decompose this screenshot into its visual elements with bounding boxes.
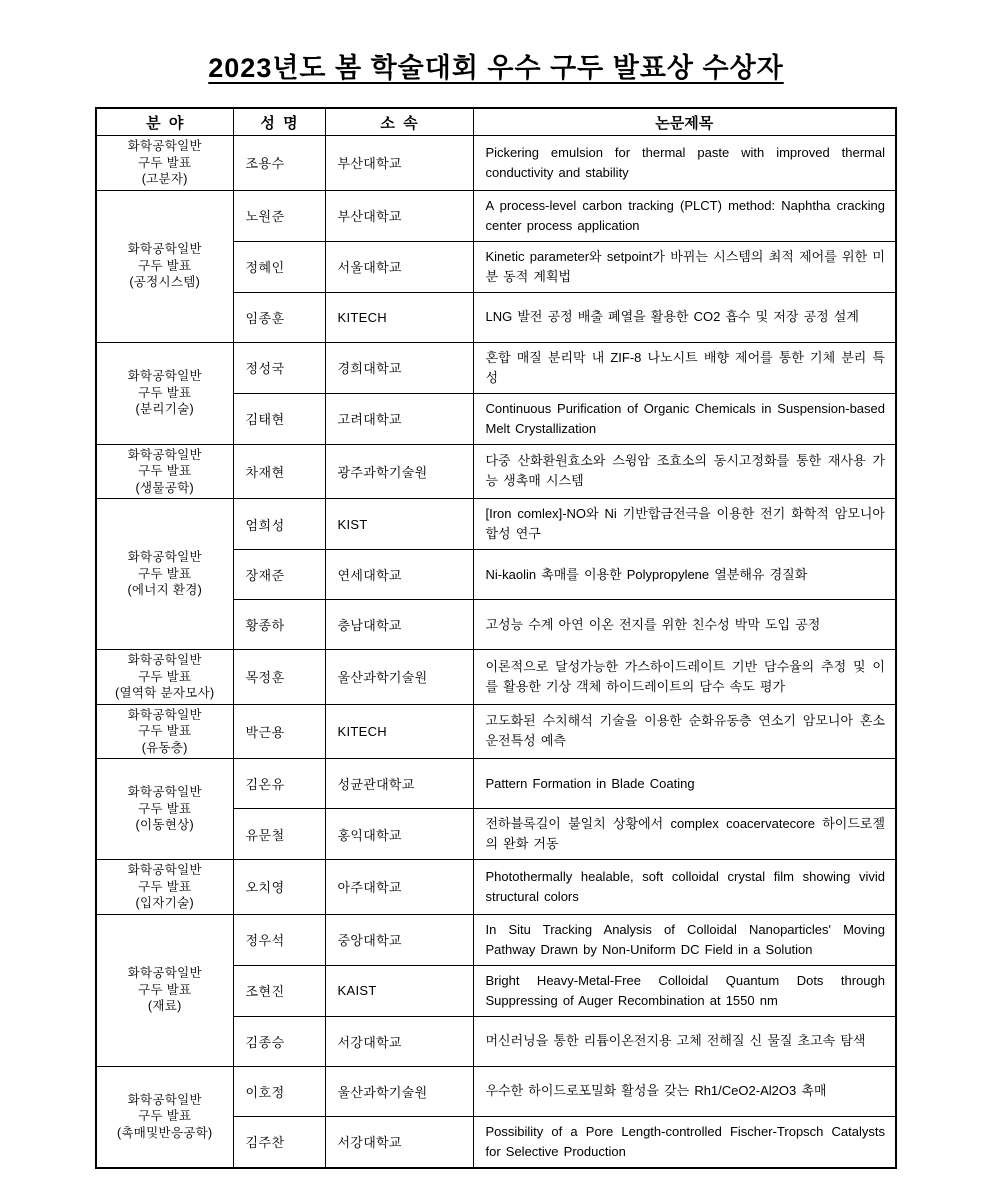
paper-title: LNG 발전 공정 배출 폐열을 활용한 CO2 흡수 및 저장 공정 설계 [473, 292, 896, 342]
paper-title: Photothermally healable, soft colloidal crystal film showing vivid structural colors [473, 860, 896, 915]
field-cell [96, 650, 233, 705]
field-line: (열역학 분자모사) [115, 686, 215, 700]
winner-name: 오치영 [233, 860, 325, 915]
column-header-name: 성 명 [233, 108, 325, 136]
field-line: 화학공학일반 [127, 447, 202, 462]
field-line: 구두 발표 [138, 1109, 192, 1124]
paper-title: Ni-kaolin 촉매를 이용한 Polypropylene 열분해유 경질화 [473, 550, 896, 600]
field-line: 구두 발표 [138, 801, 192, 816]
table-row [96, 704, 896, 759]
winner-name: 장재준 [233, 550, 325, 600]
winner-name: 조현진 [233, 965, 325, 1016]
table-row [96, 860, 896, 915]
table-row [96, 444, 896, 499]
table-row [96, 914, 896, 965]
winner-affiliation: 아주대학교 [325, 860, 473, 915]
winner-affiliation: 중앙대학교 [325, 914, 473, 965]
page-title-text: 2023년도 봄 학술대회 우수 구두 발표상 수상자 [208, 53, 784, 83]
paper-title: Possibility of a Pore Length-controlled Fischer-Tropsch Catalysts for Selective Production [473, 1116, 896, 1168]
winner-name: 조용수 [233, 136, 325, 191]
field-line: 화학공학일반 [127, 863, 202, 877]
table-header [96, 108, 896, 136]
winner-name: 이호정 [233, 1066, 325, 1116]
field-line: 화학공학일반 [127, 785, 202, 800]
table-row [96, 650, 896, 705]
field-cell [96, 342, 233, 444]
field-line: 구두 발표 [138, 982, 192, 997]
field-line: 구두 발표 [138, 155, 192, 170]
table-row [96, 190, 896, 241]
field-line: 화학공학일반 [127, 242, 202, 257]
field-cell [96, 499, 233, 650]
paper-title: 전하블록길이 불일치 상황에서 complex coacervatecore 하이드로젤의 완화 거동 [473, 809, 896, 860]
winner-name: 김온유 [233, 759, 325, 809]
paper-title: A process-level carbon tracking (PLCT) method: Naphtha cracking center process application [473, 190, 896, 241]
winner-name: 유문철 [233, 809, 325, 860]
field-cell [96, 444, 233, 499]
field-line: 구두 발표 [138, 724, 192, 738]
winner-name: 임종훈 [233, 292, 325, 342]
field-line: (에너지 환경) [127, 583, 203, 598]
field-line: (생물공학) [135, 480, 194, 495]
field-line: 화학공학일반 [127, 707, 202, 722]
column-header-field: 분 야 [96, 108, 233, 136]
winner-affiliation: 서울대학교 [325, 241, 473, 292]
field-cell [96, 759, 233, 860]
winner-affiliation: 연세대학교 [325, 550, 473, 600]
paper-title: Pattern Formation in Blade Coating [473, 759, 896, 809]
field-line: (분리기술) [135, 402, 194, 417]
winner-name: 김종승 [233, 1016, 325, 1066]
field-line: 화학공학일반 [127, 139, 202, 153]
field-line: 구두 발표 [138, 464, 192, 478]
table-row [96, 136, 896, 191]
field-line: 구두 발표 [138, 879, 192, 894]
field-cell [96, 190, 233, 342]
paper-title: 우수한 하이드로포밀화 활성을 갖는 Rh1/CeO2-Al2O3 촉매 [473, 1066, 896, 1116]
field-line: (고분자) [141, 172, 188, 186]
winners-table-body [96, 136, 896, 1168]
field-line: 구두 발표 [138, 385, 192, 400]
field-line: (촉매및반응공학) [116, 1125, 213, 1140]
winner-name: 김태현 [233, 393, 325, 444]
winner-name: 차재현 [233, 444, 325, 499]
winner-name: 황종하 [233, 600, 325, 650]
winner-affiliation: 울산과학기술원 [325, 1066, 473, 1116]
paper-title: [Iron comlex]-NO와 Ni 기반합금전극을 이용한 전기 화학적 암모니아 합성 연구 [473, 499, 896, 550]
field-line: 화학공학일반 [127, 550, 202, 565]
field-line: 구두 발표 [138, 258, 192, 273]
paper-title: Pickering emulsion for thermal paste with improved thermal conductivity and stability [473, 136, 896, 191]
winner-affiliation: KAIST [325, 965, 473, 1016]
field-line: (유동층) [141, 740, 188, 755]
field-cell [96, 704, 233, 759]
paper-title: Bright Heavy-Metal-Free Colloidal Quantum Dots through Suppressing of Auger Recombination at 1550 nm [473, 965, 896, 1016]
field-line: 구두 발표 [138, 669, 192, 684]
winner-affiliation: 충남대학교 [325, 600, 473, 650]
paper-title: Kinetic parameter와 setpoint가 바뀌는 시스템의 최적 제어를 위한 미분 동적 계획법 [473, 241, 896, 292]
winner-affiliation: 울산과학기술원 [325, 650, 473, 705]
winner-affiliation: 서강대학교 [325, 1116, 473, 1168]
winner-name: 정우석 [233, 914, 325, 965]
column-header-paper-title: 논문제목 [473, 108, 896, 136]
winner-affiliation: 경희대학교 [325, 342, 473, 393]
paper-title: Continuous Purification of Organic Chemicals in Suspension-based Melt Crystallization [473, 393, 896, 444]
table-row [96, 342, 896, 393]
field-line: 화학공학일반 [127, 966, 202, 981]
winner-affiliation: 고려대학교 [325, 393, 473, 444]
field-cell [96, 914, 233, 1066]
field-line: 화학공학일반 [127, 653, 202, 667]
field-cell [96, 136, 233, 191]
paper-title: In Situ Tracking Analysis of Colloidal Nanoparticles' Moving Pathway Drawn by Non-Uniform DC Field in a Solution [473, 914, 896, 965]
winner-affiliation: KITECH [325, 292, 473, 342]
winner-affiliation: 부산대학교 [325, 190, 473, 241]
paper-title: 이론적으로 달성가능한 가스하이드레이트 기반 담수율의 추정 및 이를 활용한 기상 객체 하이드레이트의 담수 속도 평가 [473, 650, 896, 705]
winner-name: 노원준 [233, 190, 325, 241]
field-cell [96, 860, 233, 915]
field-line: 구두 발표 [138, 566, 192, 581]
table-row [96, 759, 896, 809]
paper-title: 고도화된 수치해석 기술을 이용한 순화유동층 연소기 암모니아 혼소 운전특성 예측 [473, 704, 896, 759]
winner-name: 엄희성 [233, 499, 325, 550]
field-line: (입자기술) [135, 896, 194, 910]
column-header-affiliation: 소 속 [325, 108, 473, 136]
field-line: (이동현상) [135, 818, 194, 833]
winner-name: 목정훈 [233, 650, 325, 705]
paper-title: 고성능 수계 아연 이온 전지를 위한 친수성 박막 도입 공정 [473, 600, 896, 650]
paper-title: 혼합 매질 분리막 내 ZIF-8 나노시트 배향 제어를 통한 기체 분리 특성 [473, 342, 896, 393]
winner-affiliation: KIST [325, 499, 473, 550]
winner-name: 박근용 [233, 704, 325, 759]
paper-title: 다중 산화환원효소와 스윙암 조효소의 동시고정화를 통한 재사용 가능 생촉매 시스템 [473, 444, 896, 499]
winner-affiliation: 광주과학기술원 [325, 444, 473, 499]
winner-name: 정성국 [233, 342, 325, 393]
winner-affiliation: 성균관대학교 [325, 759, 473, 809]
page-title [0, 0, 992, 85]
winner-affiliation: 부산대학교 [325, 136, 473, 191]
paper-title: 머신러닝을 통한 리튬이온전지용 고체 전해질 신 물질 초고속 탐색 [473, 1016, 896, 1066]
winners-table [95, 107, 897, 1169]
field-line: 화학공학일반 [127, 369, 202, 384]
table-row [96, 1066, 896, 1116]
field-line: (재료) [147, 999, 182, 1014]
field-line: (공정시스템) [129, 275, 201, 290]
winner-affiliation: 홍익대학교 [325, 809, 473, 860]
winner-affiliation: KITECH [325, 704, 473, 759]
winner-name: 정혜인 [233, 241, 325, 292]
field-line: 화학공학일반 [127, 1092, 202, 1107]
table-row [96, 499, 896, 550]
table-header-row [96, 108, 896, 136]
winner-name: 김주찬 [233, 1116, 325, 1168]
winner-affiliation: 서강대학교 [325, 1016, 473, 1066]
field-cell [96, 1066, 233, 1168]
